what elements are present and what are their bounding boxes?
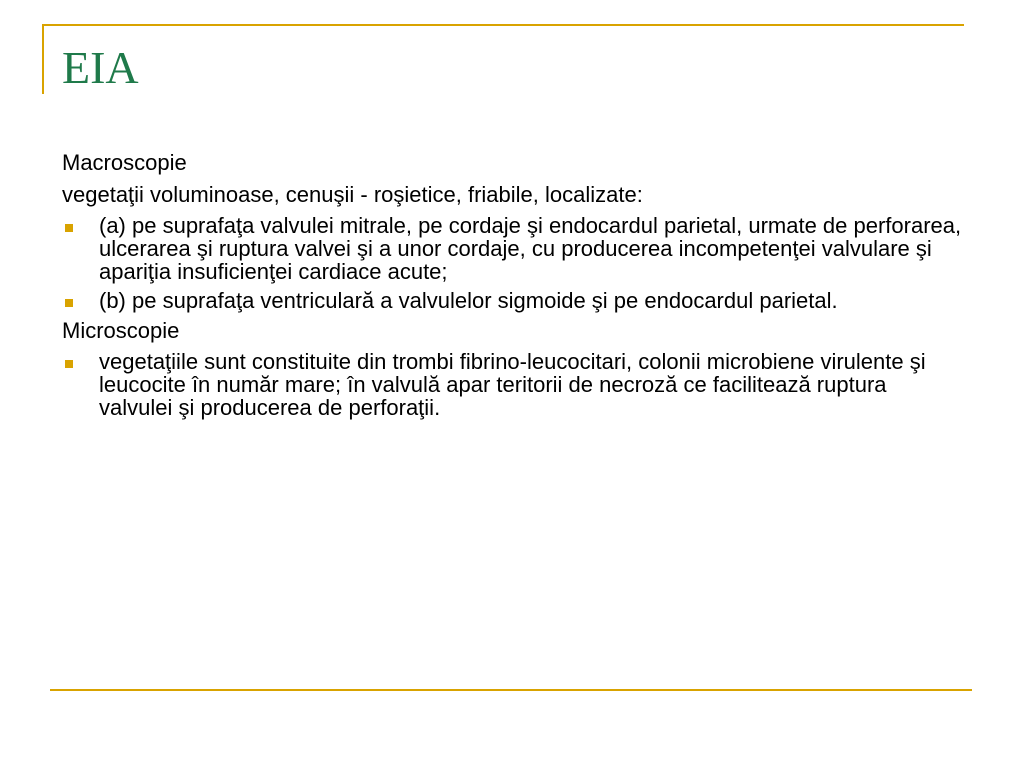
bottom-border-line: [50, 689, 972, 691]
macroscopie-list: [62, 211, 962, 315]
square-bullet-icon: [65, 299, 73, 307]
list-item-text: vegetaţiile sunt constituite din trombi fibrino-leucocitari, colonii microbiene virulente şi leucocite în număr mare; în valvulă apar teritorii de necroză ce facilitează ruptura valvulei şi producerea de perforaţii.: [99, 349, 926, 420]
list-item: [62, 211, 962, 286]
list-item-text: (b) pe suprafaţa ventriculară a valvulelor sigmoide şi pe endocardul parietal.: [99, 288, 838, 313]
slide-body: [62, 147, 962, 422]
microscopie-list: [62, 347, 962, 422]
square-bullet-icon: [65, 360, 73, 368]
list-item: [62, 286, 962, 315]
slide-title: EIA: [62, 42, 139, 93]
square-bullet-icon: [65, 224, 73, 232]
section-heading-microscopie: Microscopie: [62, 318, 180, 343]
list-item: [62, 347, 962, 422]
left-border-line: [42, 24, 44, 94]
top-border-line: [42, 24, 964, 26]
section-intro: vegetaţii voluminoase, cenuşii - roşietice, friabile, localizate:: [62, 182, 643, 207]
section-heading-macroscopie: Macroscopie: [62, 150, 187, 175]
list-item-text: (a) pe suprafaţa valvulei mitrale, pe cordaje şi endocardul parietal, urmate de perforarea, ulcerarea şi ruptura valvei şi a unor cordaje, cu producerea incompetenţei valvulare şi apariţia insuficienţei cardiace acute;: [99, 213, 962, 284]
